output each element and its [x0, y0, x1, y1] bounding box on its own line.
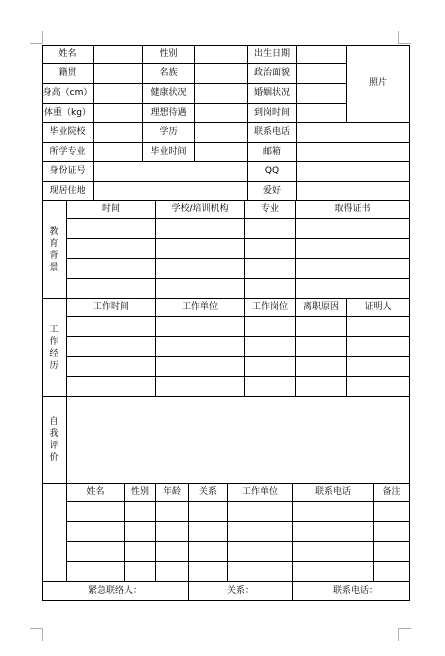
family-header-text: 年龄: [162, 487, 181, 498]
field-label-text: 体重（kg）: [44, 107, 91, 118]
hobby-value[interactable]: [297, 182, 410, 201]
work-header: [296, 299, 347, 317]
family-cell[interactable]: [125, 522, 156, 542]
field-label-text: 籍贯: [58, 68, 77, 79]
field-value[interactable]: [94, 84, 143, 104]
family-cell[interactable]: [125, 542, 156, 562]
education-header: [67, 201, 156, 219]
education-header: [245, 201, 296, 219]
education-cell[interactable]: [245, 279, 296, 299]
work-cell[interactable]: [67, 337, 156, 357]
family-header-text: 联系电话: [314, 487, 351, 498]
education-header-text: 专业: [260, 204, 279, 215]
field-label: [42, 162, 94, 182]
field-label-text: 健康状况: [150, 88, 187, 99]
family-cell[interactable]: [156, 562, 189, 582]
family-header-text: 性别: [130, 487, 149, 498]
family-cell[interactable]: [374, 542, 410, 562]
field-label: [248, 123, 297, 143]
field-value[interactable]: [297, 123, 410, 143]
field-value[interactable]: [297, 64, 347, 84]
field-value[interactable]: [297, 45, 347, 64]
section-label-work: [42, 299, 67, 397]
field-label: [248, 104, 297, 123]
work-header: [156, 299, 245, 317]
family-section-label: [42, 484, 67, 582]
id-number-value[interactable]: [94, 162, 248, 182]
work-cell[interactable]: [67, 377, 156, 397]
work-cell[interactable]: [296, 377, 347, 397]
work-header: [67, 299, 156, 317]
field-value[interactable]: [94, 45, 143, 64]
education-cell[interactable]: [67, 219, 156, 239]
education-header-text: 学校/培训机构: [171, 204, 229, 215]
family-cell[interactable]: [293, 522, 374, 542]
family-cell[interactable]: [228, 502, 293, 522]
field-value[interactable]: [195, 64, 248, 84]
education-cell[interactable]: [245, 219, 296, 239]
family-cell[interactable]: [228, 542, 293, 562]
field-value[interactable]: [297, 84, 347, 104]
education-cell[interactable]: [245, 239, 296, 259]
field-label: [143, 84, 195, 104]
field-label: [248, 143, 297, 162]
education-cell[interactable]: [67, 259, 156, 279]
education-header-text: 取得证书: [334, 204, 371, 215]
field-value[interactable]: [94, 123, 143, 143]
qq-value[interactable]: [297, 162, 410, 182]
work-cell[interactable]: [347, 317, 410, 337]
crop-mark-bottom-left: [30, 628, 43, 641]
field-label-text: 身高（cm）: [42, 88, 93, 99]
work-cell[interactable]: [245, 317, 296, 337]
work-header-text: 工作岗位: [251, 302, 288, 313]
field-label-text: 学历: [159, 127, 178, 138]
field-label: [42, 45, 94, 64]
field-value[interactable]: [297, 143, 410, 162]
family-header: [228, 484, 293, 502]
work-header-text: 工作单位: [181, 302, 218, 313]
education-cell[interactable]: [156, 219, 245, 239]
work-header-text: 工作时间: [92, 302, 129, 313]
field-label: [248, 45, 297, 64]
family-cell[interactable]: [189, 562, 228, 582]
field-label-text: 婚姻状况: [253, 88, 290, 99]
work-cell[interactable]: [156, 337, 245, 357]
field-label-text: 姓名: [58, 48, 77, 59]
crop-mark-bottom-right: [398, 628, 411, 641]
section-label-self-eval-text: 自我评价: [49, 417, 59, 463]
work-cell[interactable]: [245, 377, 296, 397]
field-label: [143, 123, 195, 143]
work-cell[interactable]: [67, 317, 156, 337]
field-label: [42, 84, 94, 104]
education-header: [296, 201, 410, 219]
family-header-text: 备注: [382, 487, 401, 498]
family-cell[interactable]: [189, 502, 228, 522]
field-label-text: 名族: [159, 68, 178, 79]
work-header-text: 证明人: [364, 302, 392, 313]
field-value[interactable]: [195, 123, 248, 143]
field-label-text: 毕业时间: [150, 146, 187, 157]
crop-mark-top-right: [398, 31, 411, 44]
address-value[interactable]: [94, 182, 248, 201]
family-header: [67, 484, 125, 502]
photo-box-text: 照片: [368, 78, 387, 89]
field-value[interactable]: [94, 64, 143, 84]
emergency-phone-field[interactable]: [293, 582, 410, 601]
section-label-education-text: 教育背景: [49, 226, 59, 273]
field-label: [143, 45, 195, 64]
family-cell[interactable]: [228, 522, 293, 542]
education-cell[interactable]: [67, 279, 156, 299]
field-label: [248, 182, 297, 201]
field-value[interactable]: [195, 104, 248, 123]
work-cell[interactable]: [347, 337, 410, 357]
field-label: [42, 104, 94, 123]
work-cell[interactable]: [347, 357, 410, 377]
family-cell[interactable]: [189, 542, 228, 562]
family-header-text: 关系: [198, 487, 217, 498]
family-cell[interactable]: [374, 562, 410, 582]
family-cell[interactable]: [156, 522, 189, 542]
family-cell[interactable]: [374, 502, 410, 522]
family-cell[interactable]: [293, 502, 374, 522]
education-cell[interactable]: [245, 259, 296, 279]
field-label-text: 现居住地: [49, 185, 86, 196]
emergency-relation-field[interactable]: [189, 582, 293, 601]
field-label-text: 邮箱: [262, 146, 281, 157]
family-header: [293, 484, 374, 502]
work-cell[interactable]: [296, 317, 347, 337]
education-cell[interactable]: [156, 279, 245, 299]
work-header: [245, 299, 296, 317]
emergency-phone-field-text: 联系电话：: [333, 585, 379, 596]
work-cell[interactable]: [296, 337, 347, 357]
education-cell[interactable]: [296, 239, 410, 259]
family-header: [374, 484, 410, 502]
work-header-text: 离职原因: [302, 302, 339, 313]
family-cell[interactable]: [293, 562, 374, 582]
work-cell[interactable]: [67, 357, 156, 377]
emergency-contact-field-text: 紧急联络人：: [88, 585, 143, 596]
family-cell[interactable]: [67, 562, 125, 582]
field-label: [42, 123, 94, 143]
family-cell[interactable]: [374, 522, 410, 542]
family-cell[interactable]: [156, 542, 189, 562]
field-label-text: 身份证号: [49, 166, 86, 177]
education-cell[interactable]: [296, 219, 410, 239]
field-label-text: 出生日期: [253, 48, 290, 59]
field-label-text: 政治面貌: [253, 68, 290, 79]
field-value[interactable]: [94, 143, 143, 162]
emergency-contact-field[interactable]: [42, 582, 189, 601]
field-label-text: 到岗时间: [253, 107, 290, 118]
family-cell[interactable]: [228, 562, 293, 582]
education-cell[interactable]: [296, 259, 410, 279]
family-cell[interactable]: [67, 542, 125, 562]
field-label-text: QQ: [264, 166, 280, 177]
family-header: [125, 484, 156, 502]
field-label: [42, 143, 94, 162]
field-label: [42, 64, 94, 84]
field-label-text: 理想待遇: [150, 107, 187, 118]
work-cell[interactable]: [156, 357, 245, 377]
field-label: [143, 143, 195, 162]
education-cell[interactable]: [67, 239, 156, 259]
education-header: [156, 201, 245, 219]
family-cell[interactable]: [189, 522, 228, 542]
work-header: [347, 299, 410, 317]
education-header-text: 时间: [101, 204, 120, 215]
section-label-work-text: 工作经历: [49, 324, 59, 371]
section-label-education: [42, 201, 67, 299]
field-label: [248, 64, 297, 84]
work-cell[interactable]: [245, 337, 296, 357]
family-cell[interactable]: [293, 542, 374, 562]
family-header: [189, 484, 228, 502]
field-value[interactable]: [195, 84, 248, 104]
field-label: [248, 84, 297, 104]
family-cell[interactable]: [125, 502, 156, 522]
family-header-text: 姓名: [86, 487, 105, 498]
family-cell[interactable]: [156, 502, 189, 522]
self-evaluation-area[interactable]: [67, 397, 410, 484]
field-label: [143, 104, 195, 123]
section-label-self-eval: [42, 397, 67, 484]
field-value[interactable]: [195, 143, 248, 162]
education-cell[interactable]: [156, 259, 245, 279]
resume-form: [42, 45, 410, 601]
work-cell[interactable]: [347, 377, 410, 397]
work-cell[interactable]: [156, 317, 245, 337]
photo-box[interactable]: [347, 45, 410, 123]
family-cell[interactable]: [67, 522, 125, 542]
family-header-text: 工作单位: [241, 487, 278, 498]
family-cell[interactable]: [125, 562, 156, 582]
family-header: [156, 484, 189, 502]
family-cell[interactable]: [67, 502, 125, 522]
education-cell[interactable]: [156, 239, 245, 259]
work-cell[interactable]: [296, 357, 347, 377]
field-label-text: 所学专业: [49, 146, 86, 157]
field-label-text: 爱好: [262, 185, 281, 196]
field-value[interactable]: [94, 104, 143, 123]
field-label-text: 毕业院校: [49, 127, 86, 138]
work-cell[interactable]: [156, 377, 245, 397]
work-cell[interactable]: [245, 357, 296, 377]
emergency-relation-field-text: 关系：: [227, 585, 255, 596]
crop-mark-top-left: [30, 31, 43, 44]
education-cell[interactable]: [296, 279, 410, 299]
field-value[interactable]: [297, 104, 347, 123]
field-label: [143, 64, 195, 84]
field-value[interactable]: [195, 45, 248, 64]
field-label: [248, 162, 297, 182]
field-label: [42, 182, 94, 201]
field-label-text: 性别: [159, 48, 178, 59]
field-label-text: 联系电话: [253, 127, 290, 138]
